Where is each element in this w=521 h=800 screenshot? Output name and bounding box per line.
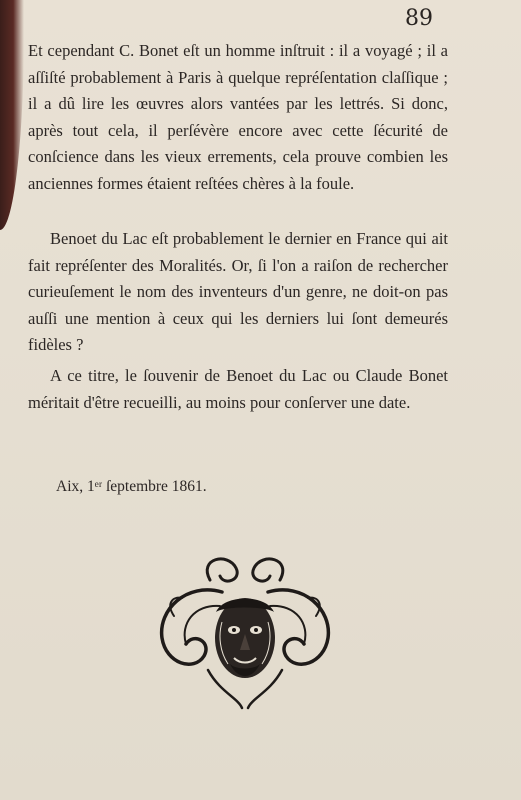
- grotesque-mask-fleuron-icon: [150, 552, 340, 712]
- dateline: Aix, 1ᵉʳ ſeptembre 1861.: [56, 478, 207, 495]
- paragraph-2: Benoet du Lac eſt probablement le dernier en France qui ait fait repréſenter des Moralités. Or, ſi l'on a raiſon de rechercher curieuſement le nom des inventeurs d'un genre, ne doit-on pas auſſi une mention à ceux qui les derniers lui ſont demeurés fidèles ?: [28, 229, 448, 354]
- page-number: 89: [405, 6, 433, 31]
- book-binding-edge: [0, 0, 24, 230]
- paragraph-3: A ce titre, le ſouvenir de Benoet du Lac ou Claude Bonet méritait d'être recueilli, au moins pour conſerver une date.: [28, 366, 448, 412]
- paragraph-1: Et cependant C. Bonet eſt un homme inſtruit : il a voyagé ; il a aſſiſté probablement à Paris à quelque repréſentation claſſique ; il a dû lire les œuvres alors vantées par les lettrés. Si donc, après tout cela, il perſévère encore avec cette ſécurité de conſcience dans les vieux errements, cela prouve combien les anciennes formes étaient reſtées chères à la foule.: [28, 41, 448, 193]
